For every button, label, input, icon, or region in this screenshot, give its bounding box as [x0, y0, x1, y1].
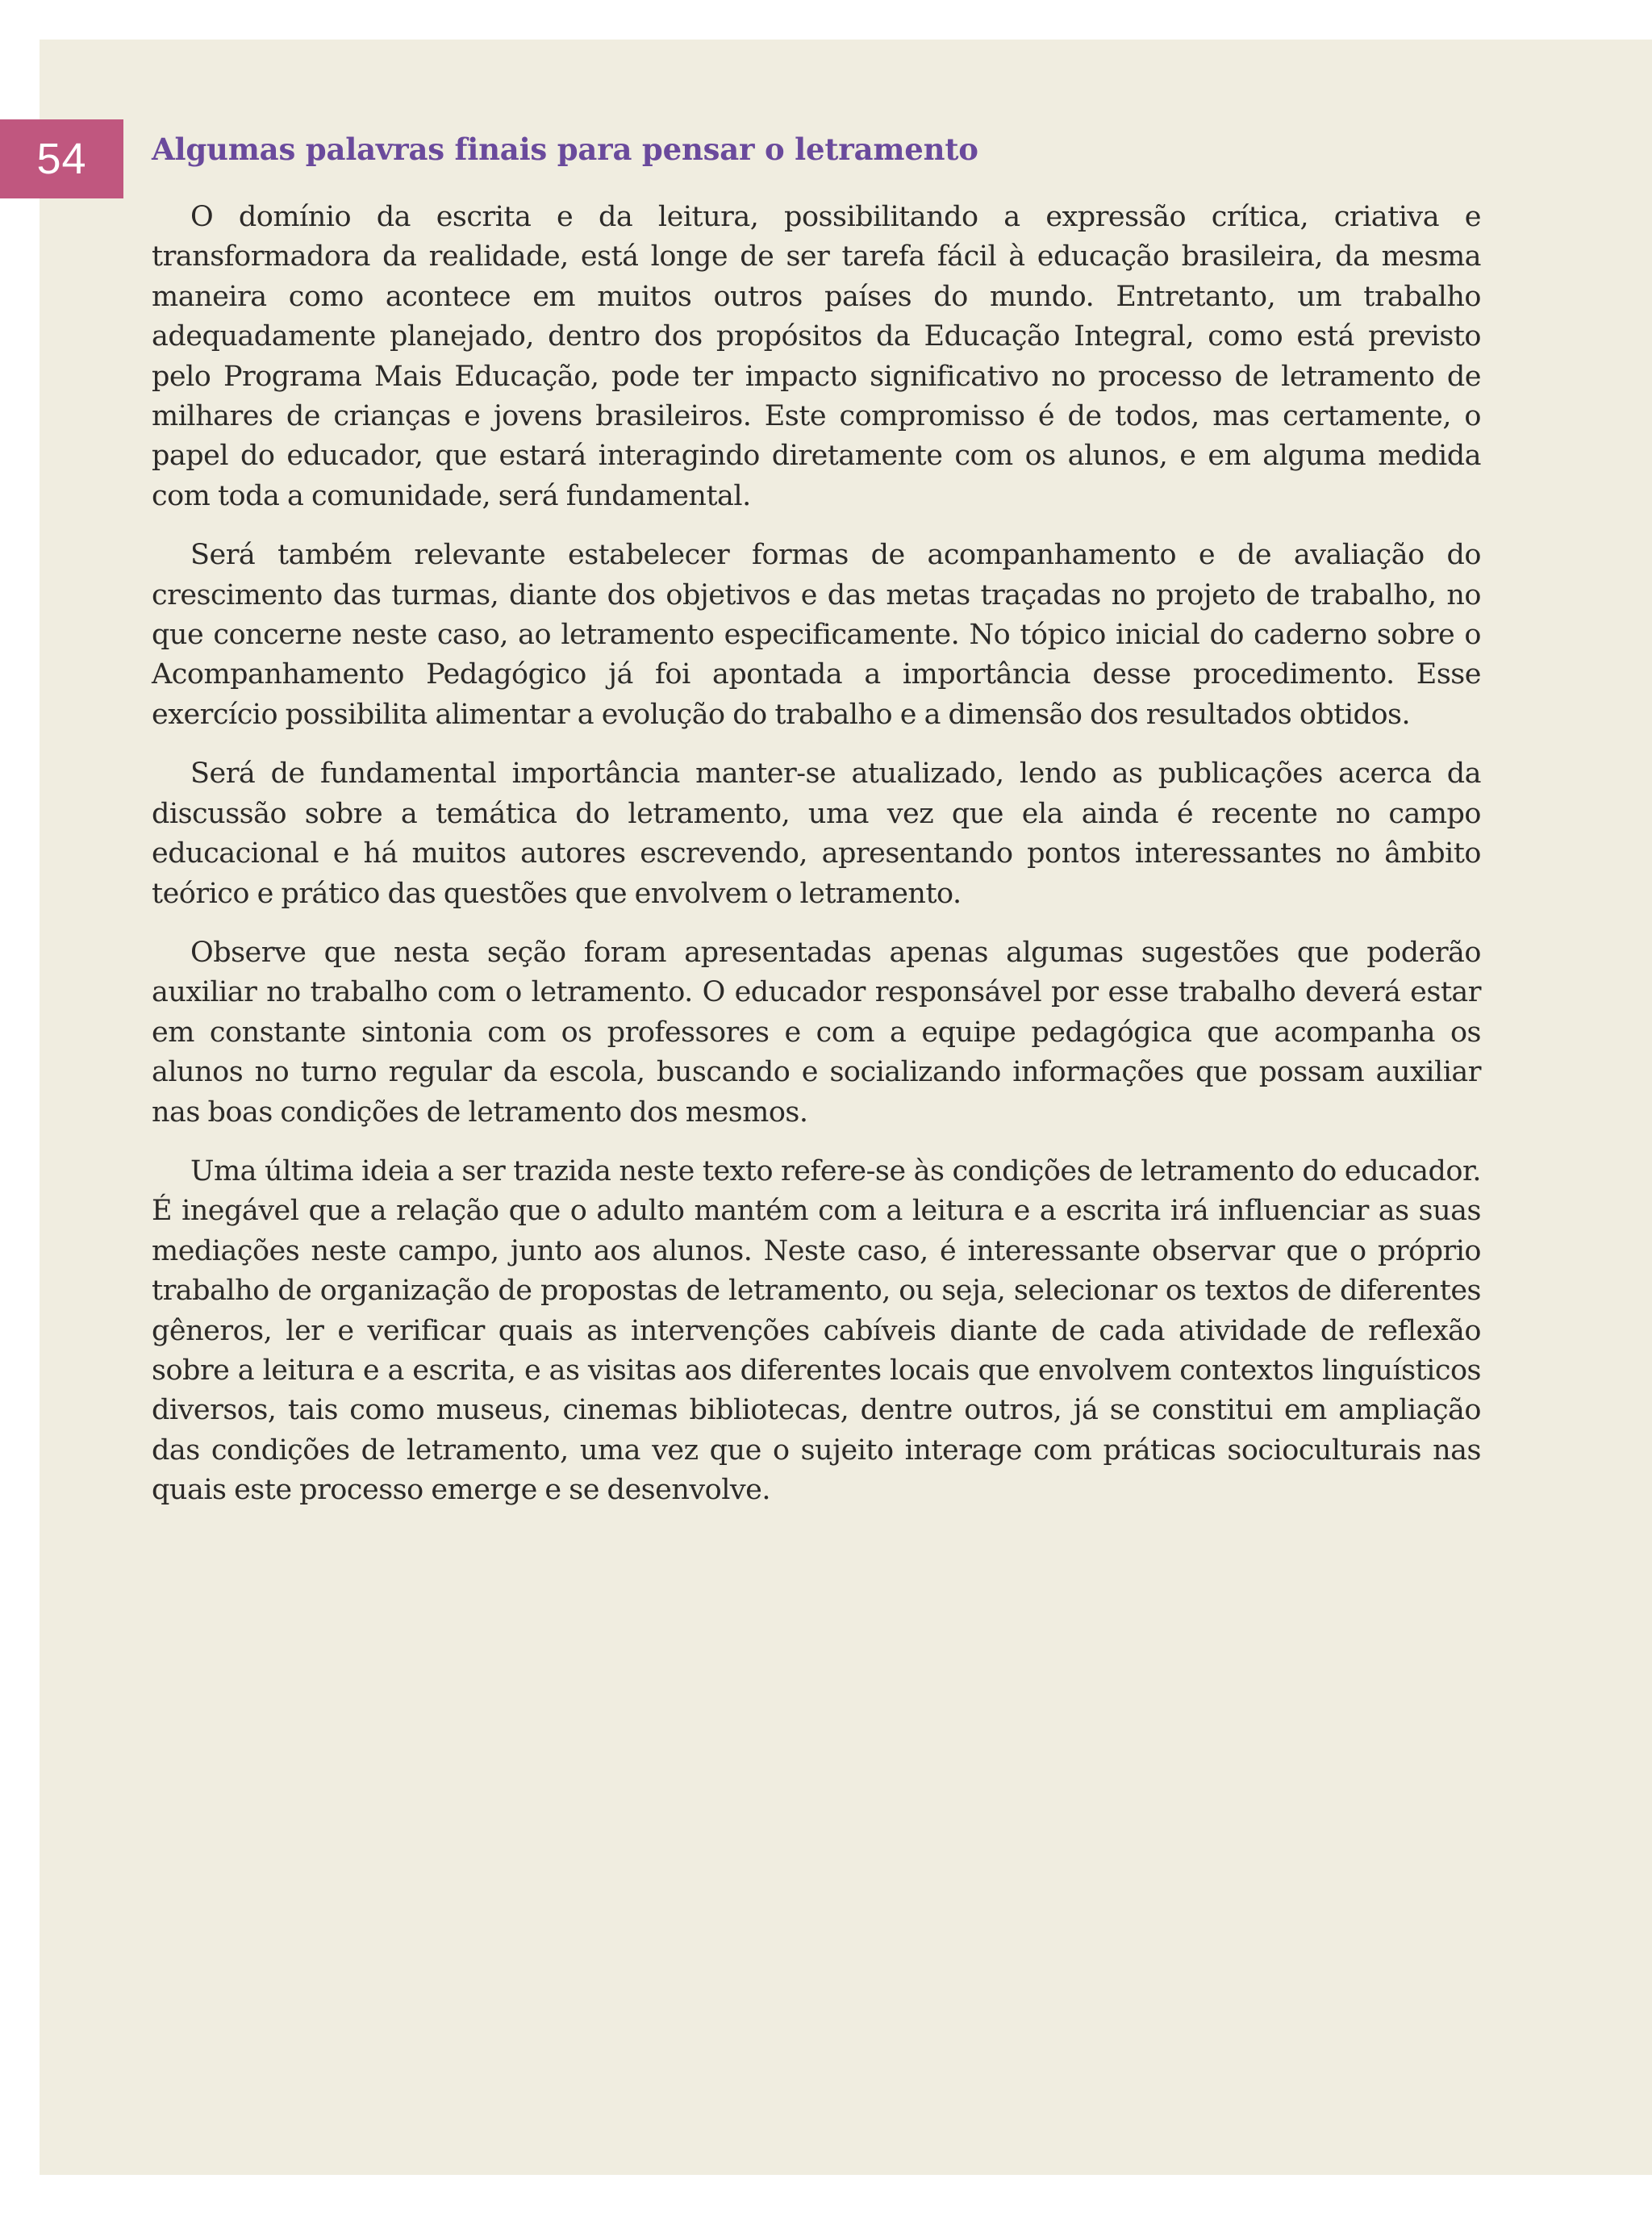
body-paragraph: Será também relevante estabelecer formas de acompanhamento e de avaliação do crescimento das turmas, diante dos objetivos e das metas traçadas no projeto de trabalho, no que concerne neste caso, ao letramento especificamente. No tópico inicial do caderno sobre o Acompanhamento Pedagógico já foi apontada a importância desse procedimento. Esse exercício possibilita alimentar a evolução do trabalho e a dimensão dos resultados obtidos.	[152, 539, 1481, 731]
body-paragraph: O domínio da escrita e da leitura, possibilitando a expressão crítica, criativa e transformadora da realidade, está longe de ser tarefa fácil à educação brasileira, da mesma maneira como acontece em muitos outros países do mundo. Entretanto, um trabalho adequadamente planejado, dentro dos propósitos da Educação Integral, como está previsto pelo Programa Mais Educação, pode ter impacto significativo no processo de letramento de milhares de crianças e jovens brasileiros. Este compromisso é de todos, mas certamente, o papel do educador, que estará interagindo diretamente com os alunos, e em alguma medida com toda a comunidade, será fundamental.	[152, 201, 1481, 512]
body-paragraph: Observe que nesta seção foram apresentadas apenas algumas sugestões que poderão auxiliar no trabalho com o letramento. O educador responsável por esse trabalho deverá estar em constante sintonia com os professores e com a equipe pedagógica que acompanha os alunos no turno regular da escola, buscando e socializando informações que possam auxiliar nas boas condições de letramento dos mesmos.	[152, 936, 1481, 1129]
page-content	[152, 125, 1481, 1530]
page-number: 54	[0, 119, 123, 198]
body-paragraph: Será de fundamental importância manter-se atualizado, lendo as publicações acerca da discussão sobre a temática do letramento, uma vez que ela ainda é recente no campo educacional e há muitos autores escrevendo, apresentando pontos interessantes no âmbito teórico e prático das questões que envolvem o letramento.	[152, 757, 1481, 910]
section-title: Algumas palavras finais para pensar o letramento	[152, 131, 978, 167]
body-paragraph: Uma última ideia a ser trazida neste texto refere-se às condições de letramento do educador. É inegável que a relação que o adulto mantém com a leitura e a escrita irá influenciar as suas mediações neste campo, junto aos alunos. Neste caso, é interessante observar que o próprio trabalho de organização de propostas de letramento, ou seja, selecionar os textos de diferentes gêneros, ler e verificar quais as intervenções cabíveis diante de cada atividade de reflexão sobre a leitura e a escrita, e as visitas aos diferentes locais que envolvem contextos linguísticos diversos, tais como museus, cinemas bibliotecas, dentre outros, já se constitui em ampliação das condições de letramento, uma vez que o sujeito interage com práticas socioculturais nas quais este processo emerge e se desenvolve.	[152, 1154, 1481, 1507]
